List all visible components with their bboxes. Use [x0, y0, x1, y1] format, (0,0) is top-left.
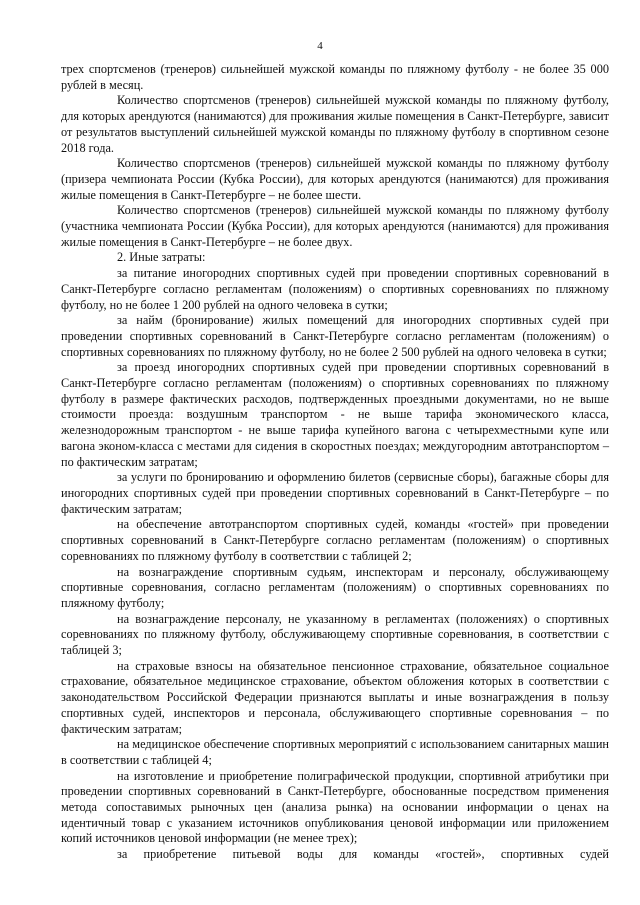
paragraph: Количество спортсменов (тренеров) сильнейшей мужской команды по пляжному футболу, для которых арендуются (нанимаются) для проживания жилые помещения в Санкт-Петербурге, зависит от результатов выступлений сильнейшей мужской команды по пляжному футболу в спортивном сезоне 2018 года.	[61, 93, 609, 155]
paragraph: на медицинское обеспечение спортивных мероприятий с использованием санитарных машин в соответствии с таблицей 4;	[61, 737, 609, 767]
paragraph: Количество спортсменов (тренеров) сильнейшей мужской команды по пляжному футболу (призера чемпионата России (Кубка России), для которых арендуются (нанимаются) для проживания жилые помещения в Санкт-Петербурге – не более шести.	[61, 156, 609, 202]
paragraph: за проезд иногородних спортивных судей при проведении спортивных соревнований в Санкт-Петербурге согласно регламентам (положениям) о спортивных соревнованиях по пляжному футболу в размере фактических расходов, подтвержденных проездными документами, но не выше стоимости проезда: воздушным транспортом - не выше тарифа экономического класса, железнодорожным транспортом - не выше тарифа купейного вагона с четырехместными купе или вагона эконом-класса с местами для сидения в скоростных поездах; междугородним автотранспортом – по фактическим затратам;	[61, 360, 609, 469]
paragraph: за услуги по бронированию и оформлению билетов (сервисные сборы), багажные сборы для иногородних спортивных судей при проведении спортивных соревнований в Санкт-Петербурге – по фактическим затратам;	[61, 470, 609, 516]
paragraph: Количество спортсменов (тренеров) сильнейшей мужской команды по пляжному футболу (участника чемпионата России (Кубка России), для которых арендуются (нанимаются) для проживания жилые помещения в Санкт-Петербурге – не более двух.	[61, 203, 609, 249]
body-text	[61, 62, 609, 863]
section-heading: 2. Иные затраты:	[117, 250, 206, 265]
paragraph: за приобретение питьевой воды для команды «гостей», спортивных судей	[117, 847, 609, 862]
paragraph: за найм (бронирование) жилых помещений для иногородних спортивных судей при проведении спортивных соревнований в Санкт-Петербурге согласно регламентам (положениям) о спортивных соревнованиях по пляжному футболу, но не более 2 500 рублей на одного человека в сутки;	[61, 313, 609, 359]
page-number: 4	[317, 40, 323, 52]
paragraph: на вознаграждение персоналу, не указанному в регламентах (положениях) о спортивных соревнованиях по пляжному футболу, обслуживающему спортивные соревнования, в соответствии с таблицей 3;	[61, 611, 609, 658]
paragraph: за питание иногородних спортивных судей при проведении спортивных соревнований в Санкт-Петербурге согласно регламентам (положениям) о спортивных соревнованиях по пляжному футболу, но не более 1 200 рублей на одного человека в сутки;	[61, 266, 609, 312]
paragraph: на вознаграждение спортивным судьям, инспекторам и персоналу, обслуживающему спортивные соревнования, согласно регламентам (положениям) о спортивных соревнованиях по пляжному футболу;	[61, 564, 609, 610]
paragraph: на страховые взносы на обязательное пенсионное страхование, обязательное социальное страхование, обязательное медицинское страхование, объектом обложения которых в соответствии с законодательством Российской Федерации признаются выплаты и иные вознаграждения в пользу спортивных судей, инспекторов и персонала, обслуживающего спортивные соревнования – по фактическим затратам;	[61, 658, 609, 736]
paragraph: на обеспечение автотранспортом спортивных судей, команды «гостей» при проведении спортивных соревнований в Санкт-Петербурге согласно регламентам (положениям) о спортивных соревнованиях по пляжному футболу в соответствии с таблицей 2;	[61, 517, 609, 563]
paragraph: трех спортсменов (тренеров) сильнейшей мужской команды по пляжному футболу - не более 35 000 рублей в месяц.	[61, 62, 609, 92]
paragraph: на изготовление и приобретение полиграфической продукции, спортивной атрибутики при проведении спортивных соревнований в Санкт-Петербурге, обоснованные посредством применения метода сопоставимых рыночных цен (анализа рынка) на основании информации о ценах на идентичный товар с указанием источников опубликования ценовой информации или приложением копий источников ценовой информации (не менее трех);	[61, 768, 609, 846]
